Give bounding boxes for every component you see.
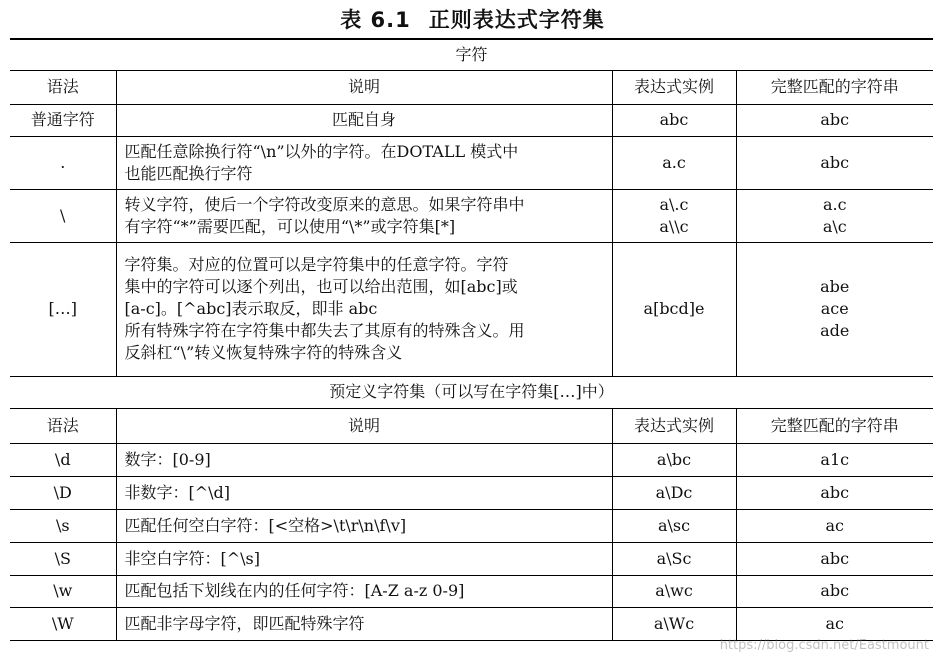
syntax-cell: 普通字符 [10,104,116,136]
column-header: 语法 [10,70,116,104]
description-cell [116,476,612,509]
section-row [10,39,933,70]
syntax-cell: \S [10,542,116,575]
example-cell-line: a\bc [656,449,692,469]
description-cell-line: 反斜杠“\”转义恢复特殊字符的特殊含义 [124,343,403,362]
match-cell-line: ac [825,515,844,535]
regex-charset-table [10,38,933,641]
example-cell [612,443,736,476]
description-cell-line: 也能匹配换行字符 [124,163,253,183]
example-cell [612,607,736,640]
header-row [10,408,933,443]
description-cell-line: 匹配自身 [331,110,396,129]
match-cell-line: abc [820,581,850,600]
syntax-cell: \W [10,607,116,640]
column-header: 说明 [116,408,612,443]
match-cell-line: ace [820,299,849,318]
description-cell [116,136,612,189]
match-cell-line: ac [825,613,844,633]
match-cell-line: a.c [822,194,847,214]
example-cell-line: a\Wc [653,613,695,633]
example-cell-line: a[bcd]e [643,299,705,318]
syntax-cell: \D [10,476,116,509]
table-row [10,104,933,136]
description-cell-line: 有字符“*”需要匹配，可以使用“\*”或字符集[*] [124,216,456,236]
example-cell [612,476,736,509]
syntax-cell: \ [10,189,116,242]
description-cell [116,509,612,542]
example-cell [612,189,736,242]
match-cell-line: abc [820,110,850,129]
table-row [10,607,933,640]
table-row [10,136,933,189]
description-cell-line: 非数字：[^\d] [124,482,231,502]
column-header: 语法 [10,408,116,443]
example-cell-line: a\Sc [656,548,692,568]
example-cell-line: a\.c [659,194,689,214]
description-cell-line: [a-c]。[^abc]表示取反，即非 abc [124,299,378,318]
example-cell [612,509,736,542]
example-cell-line: a\\c [659,216,689,236]
description-cell-line: 匹配任何空白字符：[<空格>\t\r\n\f\v] [124,515,407,535]
column-header: 完整匹配的字符串 [736,70,933,104]
match-cell-line: abc [820,482,850,502]
example-cell [612,104,736,136]
description-cell [116,607,612,640]
syntax-cell: […] [10,242,116,376]
description-cell-line: 数字：[0-9] [124,449,211,469]
example-cell [612,242,736,376]
header-row [10,70,933,104]
section-title: 字符 [10,39,933,70]
example-cell [612,542,736,575]
table-row [10,476,933,509]
table-row [10,242,933,376]
match-cell [736,242,933,376]
match-cell-line: a\c [822,216,847,236]
match-cell-line: abc [820,548,850,568]
table-caption: 正则表达式字符集 [428,8,605,32]
match-cell [736,575,933,607]
syntax-cell: . [10,136,116,189]
description-cell-line: 转义字符，使后一个字符改变原来的意思。如果字符串中 [124,194,525,214]
syntax-cell: \d [10,443,116,476]
match-cell [736,542,933,575]
match-cell [736,607,933,640]
column-header: 表达式实例 [612,70,736,104]
section-title: 预定义字符集（可以写在字符集[…]中） [10,376,933,408]
description-cell-line: 集中的字符可以逐个列出，也可以给出范围，如[abc]或 [124,277,518,296]
description-cell-line: 字符集。对应的位置可以是字符集中的任意字符。字符 [124,255,509,274]
column-header: 说明 [116,70,612,104]
match-cell [736,509,933,542]
match-cell [736,104,933,136]
table-row [10,575,933,607]
description-cell [116,443,612,476]
column-header: 表达式实例 [612,408,736,443]
match-cell-line: abe [820,277,850,296]
example-cell-line: abc [659,110,689,129]
description-cell-line: 匹配包括下划线在内的任何字符：[A-Z a-z 0-9] [124,581,465,600]
table-row [10,542,933,575]
match-cell-line: a1c [820,449,850,469]
match-cell [736,443,933,476]
match-cell [736,189,933,242]
table-row [10,443,933,476]
example-cell [612,136,736,189]
column-header: 完整匹配的字符串 [736,408,933,443]
syntax-cell: \w [10,575,116,607]
table-number: 表 6.1 [340,8,411,32]
table-row [10,189,933,242]
description-cell-line: 非空白字符：[^\s] [124,548,260,568]
description-cell-line: 所有特殊字符在字符集中都失去了其原有的特殊含义。用 [124,321,525,340]
match-cell-line: abc [820,152,850,172]
match-cell [736,476,933,509]
table-row [10,509,933,542]
example-cell [612,575,736,607]
example-cell-line: a\Dc [655,482,693,502]
description-cell-line: 匹配非字母字符，即匹配特殊字符 [124,613,365,633]
description-cell [116,242,612,376]
description-cell [116,575,612,607]
description-cell-line: 匹配任意除换行符“\n”以外的字符。在DOTALL 模式中 [124,141,519,161]
section-row [10,376,933,408]
example-cell-line: a\wc [655,581,693,600]
table-title [0,6,945,34]
match-cell-line: ade [820,321,850,340]
example-cell-line: a.c [662,152,686,172]
watermark: https://blog.csdn.net/Eastmount [719,638,929,653]
match-cell [736,136,933,189]
description-cell [116,104,612,136]
syntax-cell: \s [10,509,116,542]
example-cell-line: a\sc [657,515,691,535]
description-cell [116,542,612,575]
description-cell [116,189,612,242]
